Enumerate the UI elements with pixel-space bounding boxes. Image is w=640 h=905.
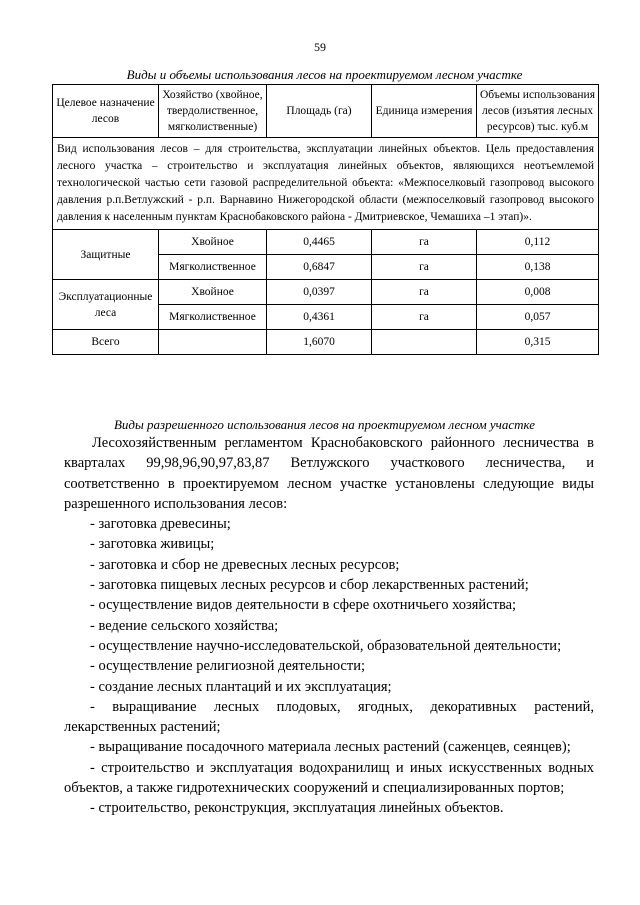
description-row	[53, 138, 599, 230]
header-volume: Объемы использования лесов (изъятия лесных ресурсов) тыс. куб.м	[477, 85, 599, 138]
intro-paragraph: Лесохозяйственным регламентом Краснобаковского районного лесничества в кварталах 99,98,96,90,97,83,87 Ветлужского участкового лесничества, и соответственно в проектируемом лесном участке установлены следующие виды разрешенного использования лесов:	[64, 435, 594, 512]
list-item: - строительство и эксплуатация водохранилищ и иных искусственных водных объектов, а также гидротехнических сооружений и специализированных портов;	[64, 759, 594, 797]
forest-use-table	[52, 84, 599, 355]
total-empty-cell	[159, 330, 267, 355]
list-item: - выращивание лесных плодовых, ягодных, декоративных растений, лекарственных растений;	[64, 698, 594, 736]
farm-cell: Мягколиственное	[159, 255, 267, 280]
farm-cell: Хвойное	[159, 230, 267, 255]
farm-cell: Мягколиственное	[159, 305, 267, 330]
header-purpose: Целевое назначение лесов	[53, 85, 159, 138]
area-cell: 0,4361	[267, 305, 372, 330]
table-caption: Виды и объемы использования лесов на проектируемом лесном участке	[126, 67, 523, 82]
volume-cell: 0,112	[477, 230, 599, 255]
list-item: - заготовка древесины;	[90, 516, 231, 533]
area-cell: 0,6847	[267, 255, 372, 280]
list-item: - осуществление видов деятельности в сфере охотничьего хозяйства;	[90, 597, 517, 614]
section-caption: Виды разрешенного использования лесов на проектируемом лесном участке	[113, 417, 536, 432]
farm-cell: Хвойное	[159, 280, 267, 305]
total-row	[53, 330, 599, 355]
body-text	[64, 433, 594, 819]
area-cell: 0,4465	[267, 230, 372, 255]
volume-cell: 0,138	[477, 255, 599, 280]
unit-cell: га	[372, 280, 477, 305]
list-item: - создание лесных плантаций и их эксплуатация;	[90, 678, 392, 695]
list-item: - осуществление научно-исследовательской, образовательной деятельности;	[90, 637, 562, 654]
page-number: 59	[314, 40, 326, 54]
unit-cell: га	[372, 255, 477, 280]
area-cell: 0,0397	[267, 280, 372, 305]
list-item: - осуществление религиозной деятельности;	[90, 658, 365, 675]
header-farm: Хозяйство (хвойное, твердолиственное, мягколиственные)	[159, 85, 267, 138]
list-item: - строительство, реконструкция, эксплуатация линейных объектов.	[90, 800, 504, 817]
unit-cell: га	[372, 230, 477, 255]
total-area: 1,6070	[267, 330, 372, 355]
table-header-row	[53, 85, 599, 138]
table-row	[53, 280, 599, 305]
header-area: Площадь (га)	[267, 85, 372, 138]
volume-cell: 0,008	[477, 280, 599, 305]
volume-cell: 0,057	[477, 305, 599, 330]
total-volume: 0,315	[477, 330, 599, 355]
purpose-cell: Защитные	[53, 230, 159, 280]
list-item: - ведение сельского хозяйства;	[90, 617, 279, 634]
table-row	[53, 230, 599, 255]
list-item: - заготовка живицы;	[90, 536, 215, 553]
list-item: - выращивание посадочного материала лесных растений (саженцев, сеянцев);	[90, 739, 571, 756]
header-unit: Единица измерения	[372, 85, 477, 138]
total-empty-cell	[372, 330, 477, 355]
usage-description: Вид использования лесов – для строительства, эксплуатации линейных объектов. Цель предоставления лесного участка – строительство и эксплуатация линейных объектов, являющихся неотъемлемой технологической частью сети газовой распределительной объекта: «Межпоселковый газопровод высокого давления р.п.Ветлужский - р.п. Варнавино Нижегородской области (межпоселковый газопровод высокого давления к населенным пунктам Краснобаковского района - Дмитриевское, Чемашиха –1 этап)».	[53, 138, 599, 230]
total-label: Всего	[53, 330, 159, 355]
purpose-cell: Эксплуатационные леса	[53, 280, 159, 330]
list-item: - заготовка пищевых лесных ресурсов и сбор лекарственных растений;	[90, 577, 529, 594]
list-item: - заготовка и сбор не древесных лесных ресурсов;	[90, 556, 400, 573]
unit-cell: га	[372, 305, 477, 330]
